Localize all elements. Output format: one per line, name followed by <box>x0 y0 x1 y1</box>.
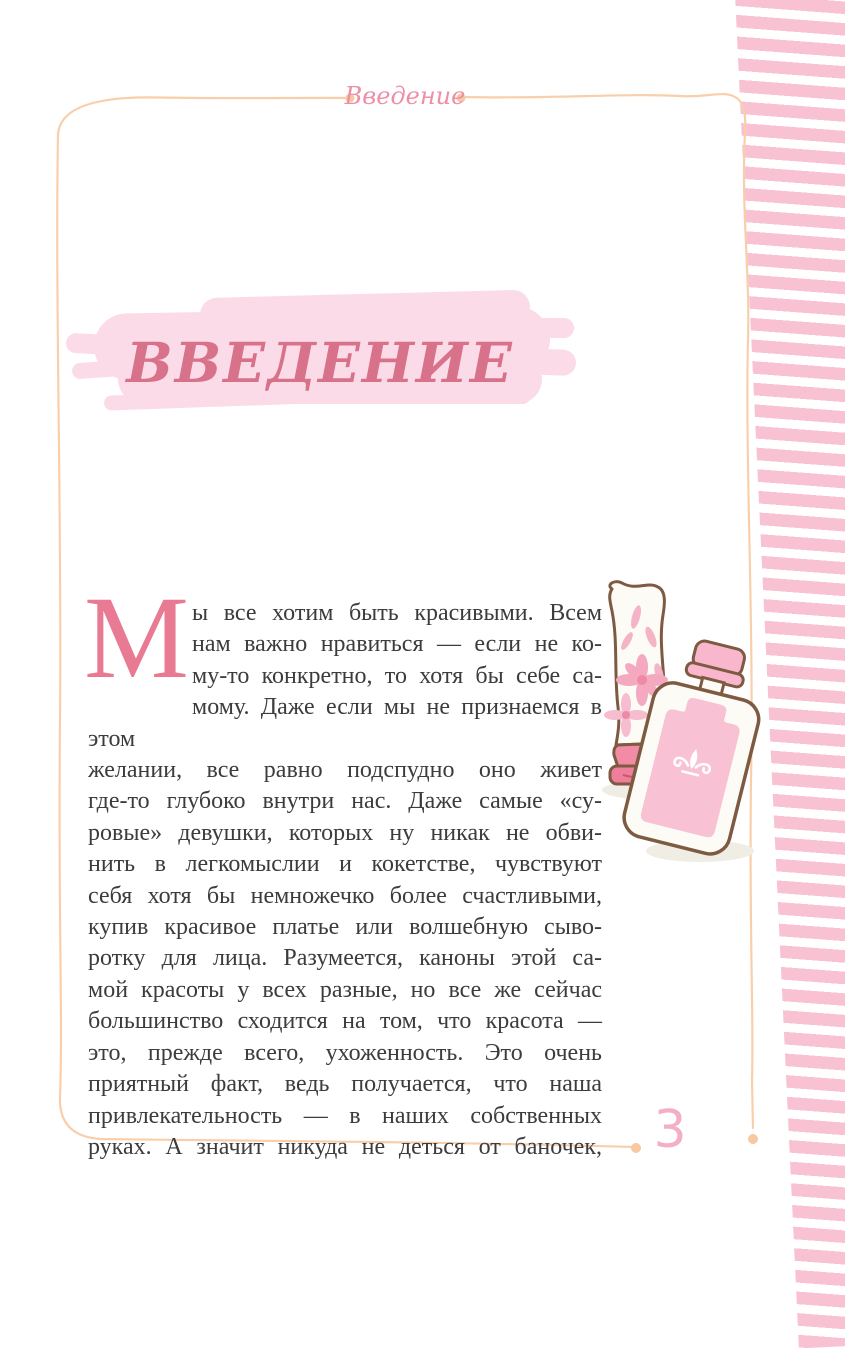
body-text-line: ротку для лица. Разумеется, каноны этой са- <box>88 945 602 972</box>
body-text-line: ы все хотим быть красивыми. Всем <box>192 600 602 626</box>
body-text-line: мому. Даже если мы не признаемся в этом <box>88 694 602 752</box>
body-text-line: себя хотя бы немножечко более счастливыми, <box>88 882 602 909</box>
body-text-line: это, прежде всего, ухоженность. Это очень <box>88 1039 602 1066</box>
body-text-line: желании, все равно подспудно оно живет <box>88 757 602 784</box>
body-text-line: купив красивое платье или волшебную сыво- <box>88 914 602 941</box>
body-text-line: руках. А значит никуда не деться от баночек, <box>88 1133 602 1160</box>
body-text-line: где-то глубоко внутри нас. Даже самые «су- <box>88 788 602 815</box>
cosmetics-illustration <box>578 575 773 870</box>
body-text-line: большинство сходится на том, что красота — <box>88 1008 602 1035</box>
body-text-line: нам важно нравиться — если не ко- <box>192 631 602 658</box>
running-head: Введение <box>344 82 466 110</box>
body-text-line: привлекательность — в наших собственных <box>88 1102 602 1129</box>
drop-cap: М <box>84 572 189 703</box>
body-text-line: мой красоты у всех разные, но все же сейчас <box>88 976 602 1003</box>
body-text-line: ровые» девушки, которых ну никак не обви- <box>88 819 602 846</box>
chapter-title: ВВЕДЕНИЕ <box>126 330 514 395</box>
footer-right-dot <box>748 1134 758 1144</box>
body-text-line: приятный факт, ведь получается, что наша <box>88 1071 602 1098</box>
body-text-line: нить в легкомыслии и кокетстве, чувствуют <box>88 851 602 878</box>
page-number: 3 <box>653 1100 687 1160</box>
body-text-line: му-то конкретно, то хотя бы себе са- <box>192 662 602 689</box>
